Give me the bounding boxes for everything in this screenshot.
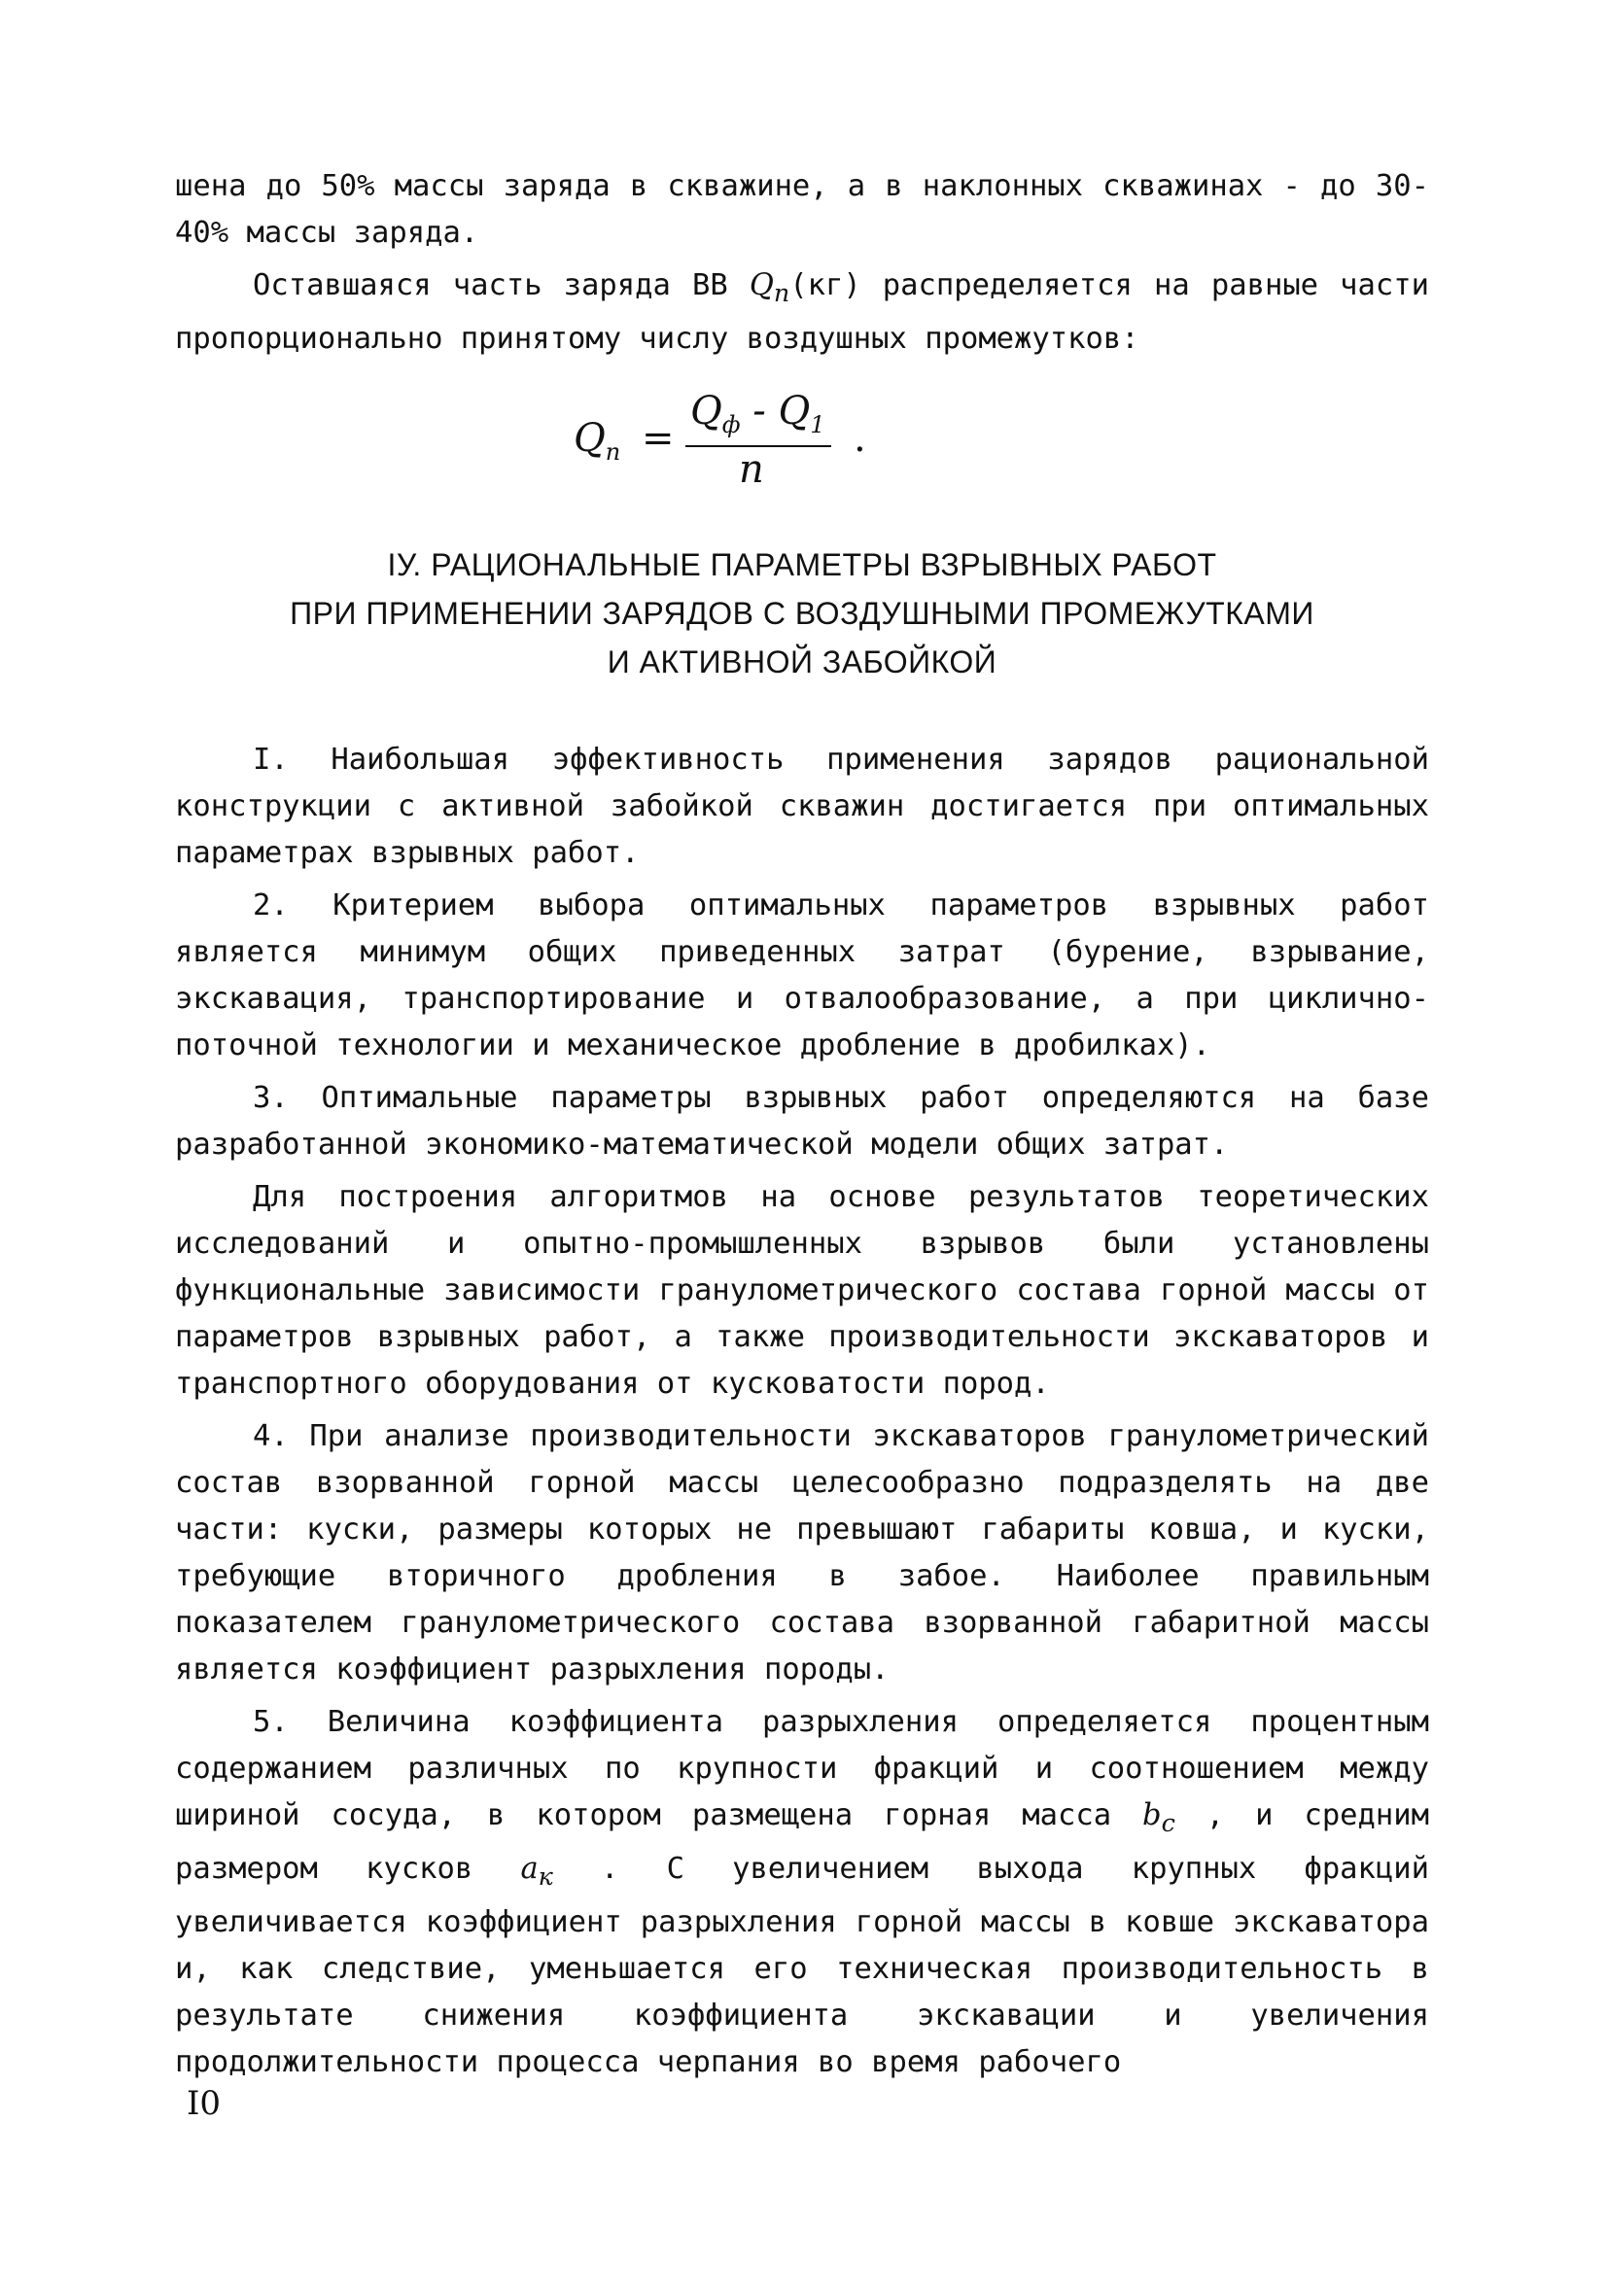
- section-heading: [175, 540, 1429, 686]
- variable-a: a: [520, 1852, 539, 1887]
- formula-equals: =: [642, 416, 675, 461]
- formula-numerator: $Q_ф - Q_1$: [690, 389, 825, 438]
- text-fragment: (кг) распределяется на равные части пропорционально принятому числу воздушных промежутков:: [175, 268, 1429, 357]
- paragraph-1: I. Наибольшая эффективность применения зарядов рациональной конструкции с активной забойкой скважин достигается при оптимальных параметрах взрывных работ.: [175, 743, 1429, 870]
- formula-denominator: n: [739, 447, 764, 492]
- text-fragment: . С увеличением выхода крупных фракций увеличивается коэффициент разрыхления горной массы в ковше экскаватора и, как следствие, уменьшается его техническая производительность в результате снижения коэффициента экскавации и увеличения продолжительности процесса черпания во время рабочего: [175, 1852, 1429, 2080]
- text-fragment: , и средним размером кусков: [175, 1798, 1429, 1887]
- formula-lhs: $Q_n$: [574, 416, 621, 466]
- paragraph-3: 3. Оптимальные параметры взрывных работ определяются на базе разработанной экономико-математической модели общих затрат.: [175, 1081, 1429, 1162]
- subscript-k: к: [538, 1861, 553, 1892]
- subscript-n: n: [773, 278, 790, 308]
- paragraph-4: 4. При анализе производительности экскаваторов гранулометрический состав взорванной горной массы целесообразно подразделять на две части: куски, размеры которых не превышают габариты ковша, и куски, требующие вторичного дробления в забое. Наиболее правильным показателем гранулометрического состава взорванной габаритной массы является коэффициент разрыхления породы.: [175, 1419, 1429, 1687]
- subscript-c: c: [1161, 1808, 1175, 1838]
- paragraph-remaining-charge: [175, 262, 1429, 363]
- top-text: [175, 163, 1429, 363]
- paragraph-continuation: шена до 50% массы заряда в скважине, а в наклонных скважинах - до 30-40% массы заряда.: [175, 169, 1429, 250]
- formula-qn: [554, 389, 943, 496]
- heading-line-1: IУ. РАЦИОНАЛЬНЫЕ ПАРАМЕТРЫ ВЗРЫВНЫХ РАБОТ: [387, 547, 1217, 582]
- paragraph-5: [175, 1699, 1429, 2086]
- text-fragment: Оставшаяся часть заряда ВВ: [253, 268, 750, 302]
- formula-period: .: [854, 416, 866, 461]
- heading-line-3: И АКТИВНОЙ ЗАБОЙКОЙ: [607, 644, 997, 679]
- heading-line-2: ПРИ ПРИМЕНЕНИИ ЗАРЯДОВ С ВОЗДУШНЫМИ ПРОМЕЖУТКАМИ: [290, 596, 1314, 631]
- text-fragment: 5. Величина коэффициента разрыхления определяется процентным содержанием различных по крупности фракций и соотношением между шириной сосуда, в котором размещена горная масса: [175, 1705, 1429, 1832]
- main-text: [175, 737, 1429, 2086]
- paragraph-3a: Для построения алгоритмов на основе результатов теоретических исследований и опытно-промышленных взрывов были установлены функциональные зависимости гранулометрического состава горной массы от параметров взрывных работ, а также производительности экскаваторов и транспортного оборудования от кусковатости пород.: [175, 1180, 1429, 1401]
- paragraph-2: 2. Критерием выбора оптимальных параметров взрывных работ является минимум общих приведенных затрат (бурение, взрывание, экскавация, транспортирование и отвалообразование, а при циклично-поточной технологии и механическое дробление в дробилках).: [175, 888, 1429, 1062]
- variable-q: Q: [749, 268, 774, 302]
- variable-b: b: [1142, 1798, 1162, 1832]
- page-number: I0: [187, 2084, 222, 2123]
